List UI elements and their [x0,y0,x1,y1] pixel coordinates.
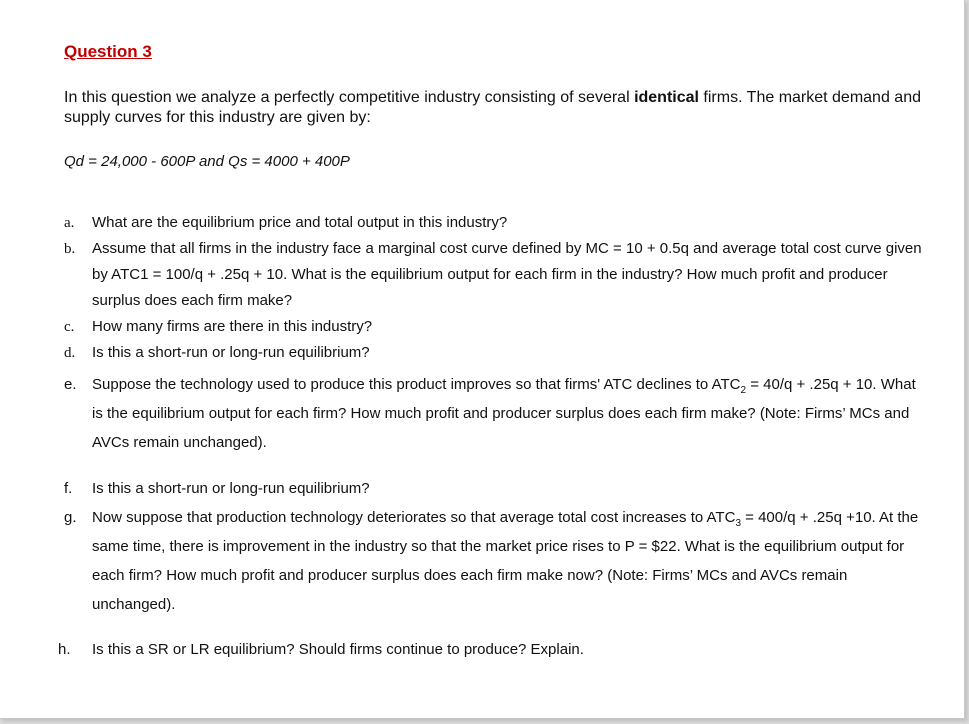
item-text-d: Is this a short-run or long-run equilibrium? [92,344,370,361]
question-intro [64,88,924,128]
item-text-b: Assume that all firms in the industry face a marginal cost curve defined by MC = 10 + 0.5q and average total cost curve given by ATC1 = 100/q + .25q + 10. What is the equilibrium output for each firm in the industry? How much profit and producer surplus does each firm make? [92,240,922,309]
question-title: Question 3 [64,42,152,61]
intro-text-start: In this question we analyze a perfectly competitive industry consisting of several [64,89,635,106]
item-text-c: How many firms are there in this industry? [92,318,373,335]
item-text-f: Is this a short-run or long-run equilibrium? [92,480,370,497]
list-item-c [64,314,924,340]
item-text-g [92,503,924,619]
item-g-text-end: = 400/q + .25q +10. At the same time, there is improvement in the industry so that the market price rises to P = $22. What is the equilibrium output for each firm? How much profit and producer surplus does each firm make now? (Note: Firms’ MCs and AVCs remain unchanged). [92,509,919,613]
list-item-b [64,236,924,314]
list-item-a [64,210,924,236]
list-item-h [58,635,924,664]
intro-text-end: firms. The market demand and supply curves for this industry are given by: [64,89,921,126]
demand-supply-equation: Qd = 24,000 - 600P and Qs = 4000 + 400P [64,153,350,170]
intro-bold-word: identical [634,89,699,106]
item-e-subscript: 2 [740,385,747,396]
item-marker-f: f. [64,480,73,497]
item-marker-d: d. [64,345,76,361]
list-item-d [64,340,924,366]
question-list [58,210,924,664]
item-text-h: Is this a SR or LR equilibrium? Should firms continue to produce? Explain. [92,641,584,658]
item-marker-e: e. [64,376,77,393]
item-g-subscript: 3 [735,518,741,529]
item-marker-b: b. [64,241,76,257]
item-text-e [92,370,924,457]
item-marker-a: a. [64,215,75,231]
item-marker-c: c. [64,319,75,335]
item-marker-h: h. [58,641,71,658]
list-item-g [64,503,924,619]
item-e-text-start: Suppose the technology used to produce this product improves so that firms' ATC declines to ATC [92,376,741,393]
item-g-text-start: Now suppose that production technology deteriorates so that average total cost increases to ATC [92,509,736,526]
list-item-f [64,474,924,503]
item-marker-g: g. [64,509,77,526]
item-text-a: What are the equilibrium price and total output in this industry? [92,214,508,231]
list-item-e [64,370,924,457]
item-e-text-end: = 40/q + .25q + 10. What is the equilibrium output for each firm? How much profit and producer surplus does each firm make? (Note: Firms’ MCs and AVCs remain unchanged). [92,376,916,451]
